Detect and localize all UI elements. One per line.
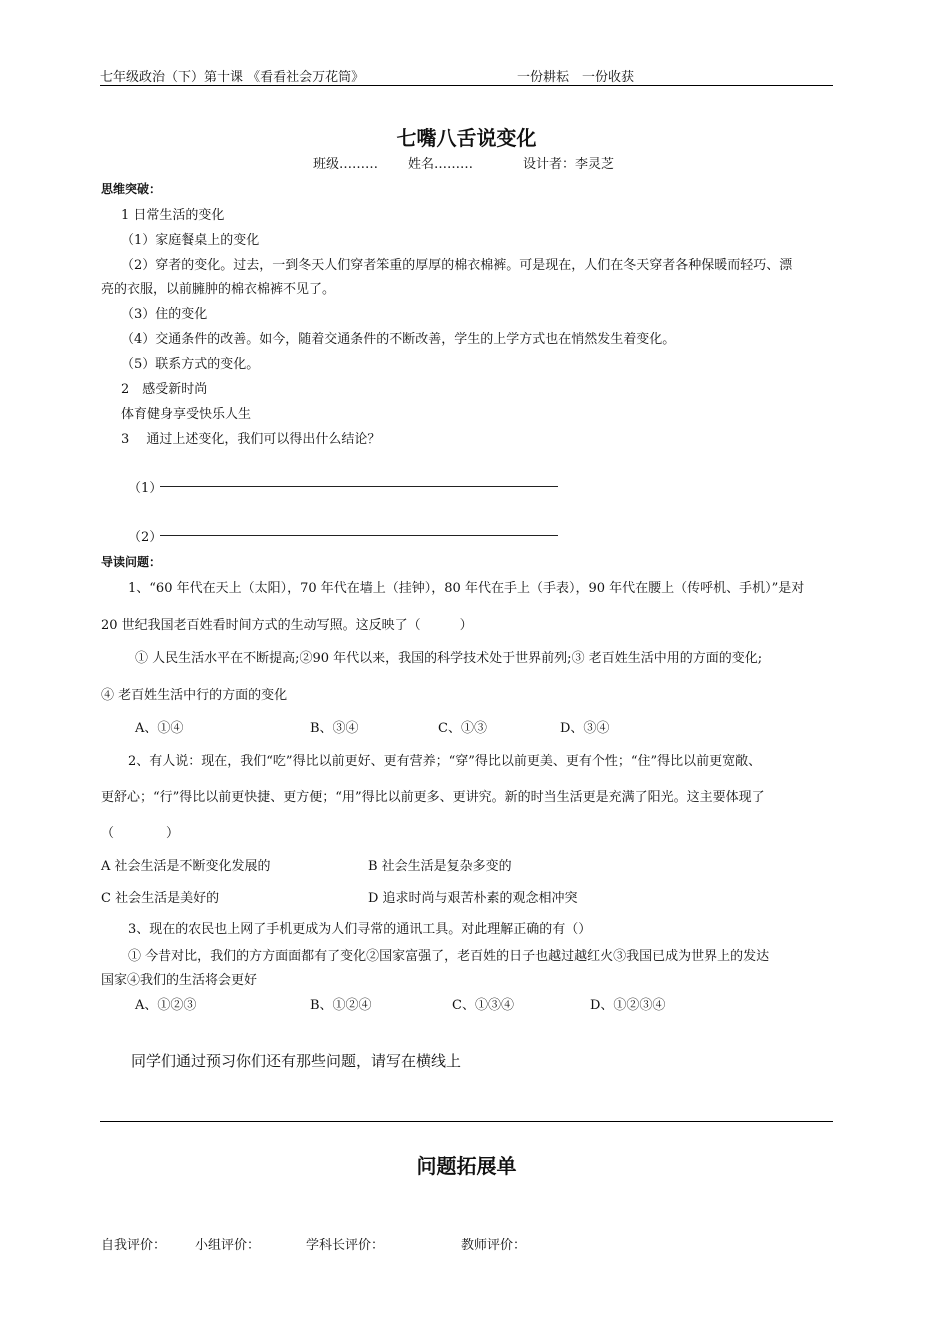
s1-line: 3 通过上述变化，我们可以得出什么结论？	[121, 432, 381, 447]
section-heading-guide: 导读问题：	[101, 555, 162, 569]
s1-line: （2）穿者的变化。过去，一到冬天人们穿者笨重的厚厚的棉衣棉裤。可是现在，人们在冬天穿者各种保暖而轻巧、漂	[121, 258, 793, 273]
q1-option-d: D、③④	[560, 721, 610, 736]
answer-line-1[interactable]	[160, 486, 558, 487]
preview-question-note: 同学们通过预习你们还有那些问题，请写在横线上	[131, 1052, 462, 1070]
q3-option-c: C、①③④	[452, 998, 514, 1013]
name-label: 姓名	[408, 157, 435, 172]
header-motto: 一份耕耘 一份收获	[517, 70, 635, 85]
q3-option-a: A、①②③	[135, 998, 197, 1013]
q2-option-a: A 社会生活是不断变化发展的	[101, 859, 271, 874]
s1-line: （1）家庭餐桌上的变化	[121, 233, 260, 248]
q1-option-c: C、①③	[438, 721, 487, 736]
s1-line: （4）交通条件的改善。如今，随着交通条件的不断改善，学生的上学方式也在悄然发生着变化。	[121, 332, 676, 347]
section-divider	[100, 1121, 833, 1122]
q3-option-b: B、①②④	[310, 998, 372, 1013]
q2-text: 更舒心；“行”得比以前更快捷、更方便；“用”得比以前更多、更讲究。新的时当生活更是充满了阳光。这主要体现了	[101, 790, 765, 805]
section-heading-thinking: 思维突破：	[101, 182, 162, 196]
s1-line: 2 感受新时尚	[121, 382, 208, 397]
q2-option-c: C 社会生活是美好的	[101, 891, 220, 906]
page-title: 七嘴八舌说变化	[396, 126, 537, 150]
s1-line: 亮的衣服，以前臃肿的棉衣棉裤不见了。	[101, 282, 336, 297]
subject-leader-evaluation: 学科长评价：	[306, 1238, 385, 1253]
answer-label-1: （1）	[128, 481, 163, 496]
self-evaluation: 自我评价：	[101, 1238, 167, 1253]
q1-text: 1、“60 年代在天上（太阳），70 年代在墙上（挂钟），80 年代在手上（手表），90 年代在腰上（传呼机、手机）”是对	[128, 581, 805, 596]
class-field	[313, 153, 378, 172]
class-blank: ………	[339, 157, 379, 172]
header-divider	[100, 85, 833, 86]
name-field	[408, 153, 473, 172]
group-evaluation: 小组评价：	[195, 1238, 261, 1253]
s1-line: （5）联系方式的变化。	[121, 357, 260, 372]
q1-text: ① 人民生活水平在不断提高;②90 年代以来，我国的科学技术处于世界前列;③ 老百姓生活中用的方面的变化;	[135, 651, 763, 666]
q3-text: 3、现在的农民也上网了手机更成为人们寻常的通讯工具。对此理解正确的有（）	[128, 922, 592, 937]
q3-text: ① 今昔对比，我们的方方面面都有了变化②国家富强了，老百姓的日子也越过越红火③我国已成为世界上的发达	[128, 949, 770, 964]
q2-text: （ ）	[101, 826, 180, 841]
answer-line-2[interactable]	[160, 535, 558, 536]
q2-option-d: D 追求时尚与艰苦朴素的观念相冲突	[368, 891, 578, 906]
q2-text: 2、有人说：现在，我们“吃”得比以前更好、更有营养；“穿”得比以前更美、更有个性；“住”得比以前更宽敞、	[128, 754, 762, 769]
extension-title: 问题拓展单	[416, 1154, 517, 1178]
q1-option-a: A、①④	[135, 721, 184, 736]
designer-label: 设计者：李灵芝	[523, 157, 615, 172]
s1-line: （3）住的变化	[121, 307, 208, 322]
q1-text: ④ 老百姓生活中行的方面的变化	[101, 688, 288, 703]
q3-text: 国家④我们的生活将会更好	[101, 973, 258, 988]
q1-text: 20 世纪我国老百姓看时间方式的生动写照。这反映了（ ）	[101, 618, 473, 633]
class-label: 班级	[313, 157, 340, 172]
q2-option-b: B 社会生活是复杂多变的	[368, 859, 512, 874]
q3-option-d: D、①②③④	[590, 998, 666, 1013]
name-blank: ………	[434, 157, 474, 172]
s1-line: 体育健身享受快乐人生	[121, 407, 252, 422]
answer-label-2: （2）	[128, 530, 163, 545]
header-course-title: 七年级政治（下）第十课 《看看社会万花筒》	[100, 70, 365, 85]
q1-option-b: B、③④	[310, 721, 359, 736]
s1-line: 1 日常生活的变化	[121, 208, 225, 223]
teacher-evaluation: 教师评价：	[461, 1238, 527, 1253]
